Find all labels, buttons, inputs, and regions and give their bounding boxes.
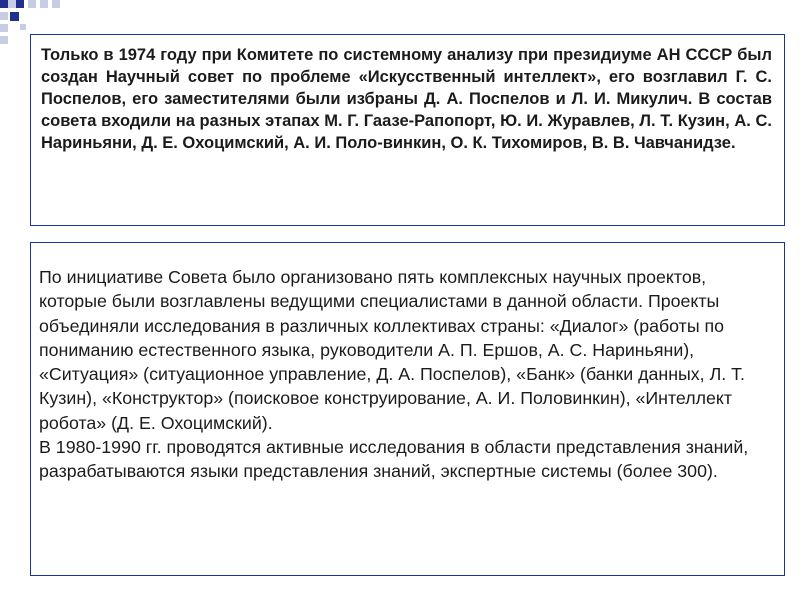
deco-square-dark (16, 0, 24, 8)
deco-square-light (52, 0, 60, 8)
history-paragraph: Только в 1974 году при Комитете по системному анализу при президиуме АН СССР был создан Научный совет по проблеме «Искусственный интеллект», его возглавил Г. С. Поспелов, его заместителями были избраны Д. А. Поспелов и Л. И. Микулич. В состав совета входили на разных этапах М. Г. Гаазе-Рапопорт, Ю. И. Журавлев, Л. Т. Кузин, А. С. Нариньяни, Д. Е. Охоцимский, А. И. Поло-винкин, О. К. Тихомиров, В. В. Чавчанидзе. (41, 46, 772, 152)
research-paragraph: В 1980-1990 гг. проводятся активные исследования в области представления знаний, разрабатываются языки представления знаний, экспертные системы (более 300). (39, 437, 749, 482)
deco-square-light (0, 36, 8, 44)
text-box-projects (30, 242, 785, 576)
deco-square-light (0, 24, 8, 32)
deco-square-light (8, 0, 16, 8)
deco-square-light (20, 24, 26, 30)
deco-square-dark (10, 12, 19, 21)
deco-square-light (40, 0, 48, 8)
projects-paragraph: По инициативе Совета было организовано пять комплексных научных проектов, которые были возглавлены ведущими специалистами в данной области. Проекты объединяли исследования в различных коллективах страны: «Диалог» (работы по пониманию естественного языка, руководители А. П. Ершов, А. С. Нариньяни), «Ситуация» (ситуационное управление, Д. А. Поспелов), «Банк» (банки данных, Л. Т. Кузин), «Конструктор» (поисковое конструирование, А. И. Половинкин), «Интеллект робота» (Д. Е. Охоцимский). (39, 267, 745, 433)
text-box-history (30, 34, 785, 226)
deco-square-light (28, 0, 36, 8)
deco-square-dark (0, 0, 8, 8)
deco-square-light (0, 12, 8, 20)
